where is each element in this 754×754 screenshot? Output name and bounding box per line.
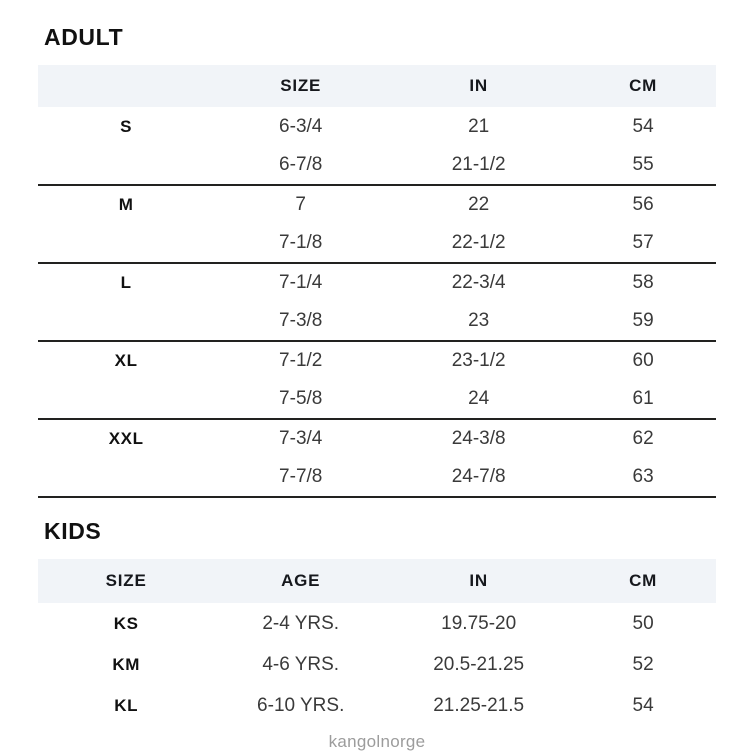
inches-cell: 21 <box>468 115 490 137</box>
inches-cell: 22-3/4 <box>451 272 506 293</box>
column-header-in: IN <box>387 65 570 107</box>
hat-size-cell: 7-3/4 <box>279 428 323 449</box>
cm-cell: 52 <box>632 653 654 675</box>
inches-cell: 20.5-21.25 <box>433 653 525 675</box>
inches-cell: 22-1/2 <box>387 224 570 263</box>
adult-header-row <box>38 65 716 107</box>
table-row <box>38 603 716 644</box>
table-row <box>38 380 716 419</box>
hat-size-cell: 7-5/8 <box>214 380 387 419</box>
inches-cell: 21-1/2 <box>387 146 570 185</box>
size-group-label-empty <box>38 380 214 419</box>
kids-header-row <box>38 559 716 603</box>
hat-size-cell: 6-3/4 <box>279 115 323 137</box>
brand-footer: kangolnorge <box>328 732 426 751</box>
table-row <box>38 146 716 185</box>
inches-cell: 19.75-20 <box>441 612 517 634</box>
cm-cell: 58 <box>632 272 654 293</box>
cm-cell: 54 <box>632 115 654 137</box>
table-row <box>38 341 716 380</box>
size-group-label-empty <box>38 224 214 263</box>
age-cell: 2-4 YRS. <box>262 612 340 634</box>
kids-size-label: KL <box>114 695 139 715</box>
kids-size-label: KM <box>112 654 140 674</box>
hat-size-cell: 7-3/8 <box>214 302 387 341</box>
hat-size-cell: 6-7/8 <box>214 146 387 185</box>
cm-cell: 56 <box>632 194 654 215</box>
inches-cell: 21.25-21.5 <box>433 694 525 716</box>
column-header-cm: CM <box>570 559 716 603</box>
table-row <box>38 185 716 224</box>
inches-cell: 24 <box>387 380 570 419</box>
hat-size-cell: 7 <box>295 194 306 215</box>
cm-cell: 57 <box>570 224 716 263</box>
inches-cell: 22 <box>468 194 490 215</box>
column-header-in: IN <box>387 559 570 603</box>
hat-size-cell: 7-1/8 <box>214 224 387 263</box>
cm-cell: 63 <box>570 458 716 497</box>
inches-cell: 23-1/2 <box>451 350 506 371</box>
adult-size-table <box>38 65 716 498</box>
size-group-label: XXL <box>108 429 144 448</box>
size-group-label: M <box>118 195 134 214</box>
inches-cell: 23 <box>387 302 570 341</box>
hat-size-cell: 7-1/2 <box>279 350 323 371</box>
hat-size-cell: 7-7/8 <box>214 458 387 497</box>
size-group-label: XL <box>114 351 138 370</box>
age-cell: 6-10 YRS. <box>257 694 345 716</box>
column-header-size: SIZE <box>38 559 214 603</box>
cm-cell: 59 <box>570 302 716 341</box>
table-row <box>38 685 716 726</box>
cm-cell: 62 <box>632 428 654 449</box>
inches-cell: 24-7/8 <box>387 458 570 497</box>
table-row <box>38 224 716 263</box>
cm-cell: 61 <box>570 380 716 419</box>
table-row <box>38 458 716 497</box>
kids-size-label: KS <box>113 613 139 633</box>
inches-cell: 24-3/8 <box>451 428 506 449</box>
kids-size-table <box>38 559 716 726</box>
cm-cell: 60 <box>632 350 654 371</box>
hat-size-cell: 7-1/4 <box>279 272 323 293</box>
table-row <box>38 263 716 302</box>
table-row <box>38 107 716 146</box>
column-header-size: SIZE <box>214 65 387 107</box>
size-group-label-empty <box>38 302 214 341</box>
table-row <box>38 419 716 458</box>
column-header-age: AGE <box>214 559 387 603</box>
size-group-label-empty <box>38 458 214 497</box>
cm-cell: 54 <box>632 694 654 716</box>
size-group-label: S <box>120 116 133 136</box>
age-cell: 4-6 YRS. <box>262 653 340 675</box>
size-group-label-empty <box>38 146 214 185</box>
column-header-blank <box>38 65 214 107</box>
cm-cell: 50 <box>632 612 654 634</box>
kids-section-title: KIDS <box>44 518 102 544</box>
cm-cell: 55 <box>570 146 716 185</box>
column-header-cm: CM <box>570 65 716 107</box>
size-group-label: L <box>120 273 132 292</box>
adult-section-title: ADULT <box>44 24 124 50</box>
table-row <box>38 644 716 685</box>
table-row <box>38 302 716 341</box>
